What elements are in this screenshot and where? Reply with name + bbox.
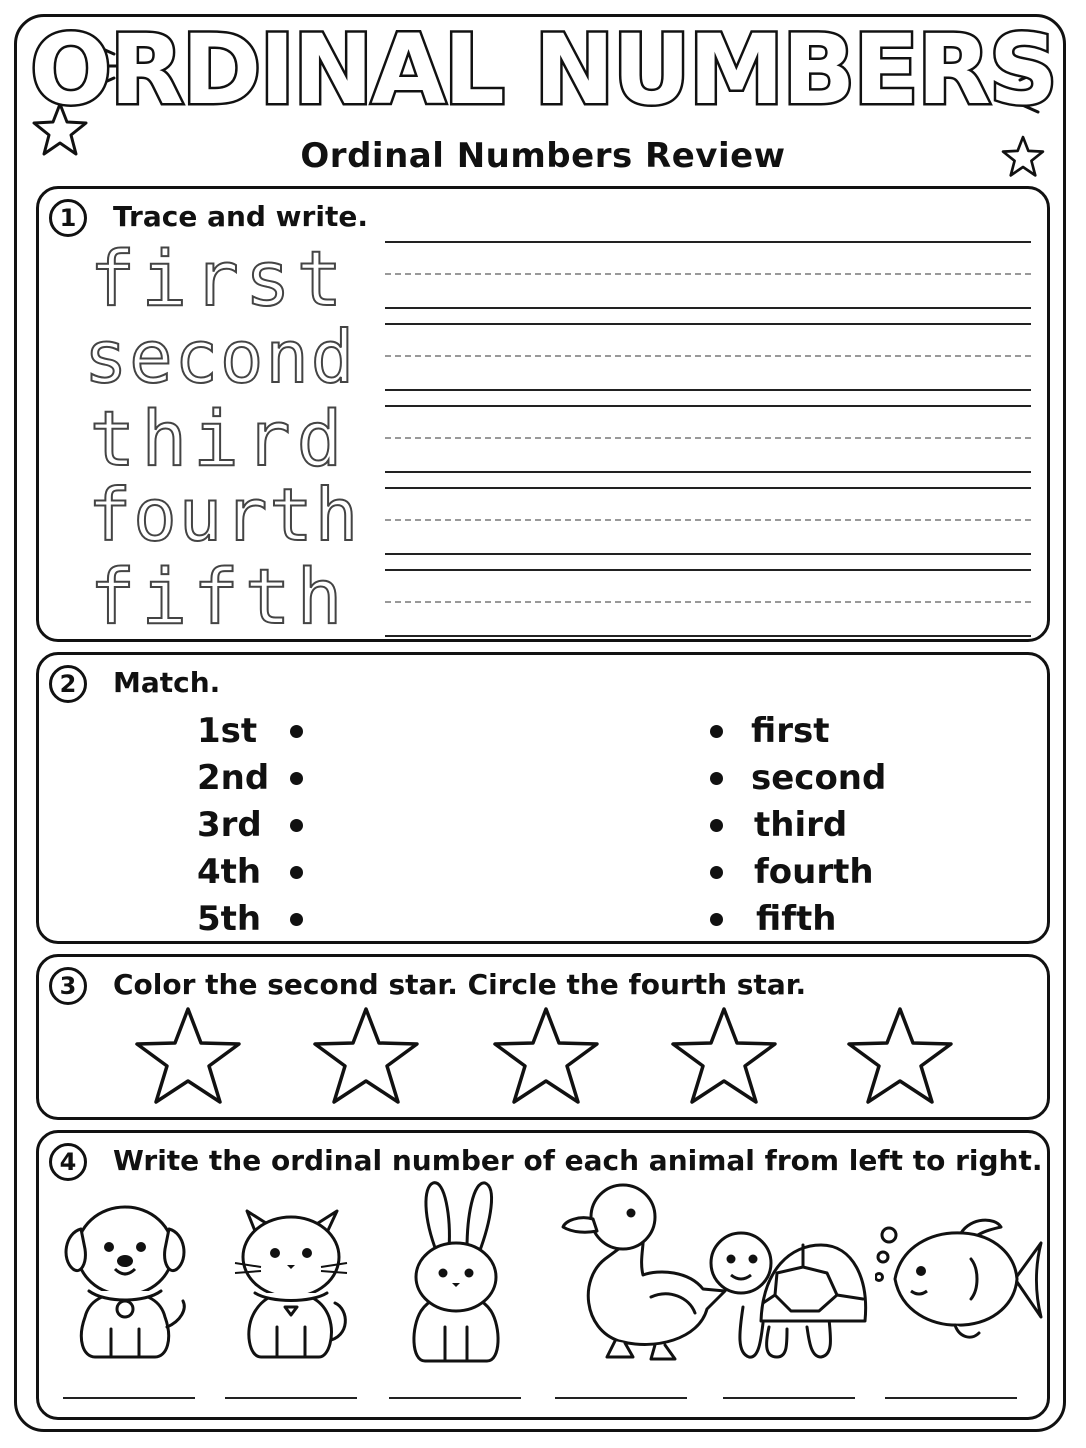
match-left-item: 4th — [197, 852, 262, 892]
answer-line[interactable] — [389, 1397, 521, 1399]
match-right-dot[interactable] — [710, 772, 723, 785]
match-left-dot[interactable] — [290, 725, 303, 738]
match-left-dot[interactable] — [290, 772, 303, 785]
match-right-dot[interactable] — [710, 819, 723, 832]
match-right-item: second — [751, 758, 887, 798]
writing-lines[interactable] — [385, 239, 1031, 639]
answer-line[interactable] — [225, 1397, 357, 1399]
section-instruction: Color the second star. Circle the fourth star. — [113, 968, 807, 1001]
trace-word: fourth — [87, 473, 361, 557]
match-right-dot[interactable] — [710, 866, 723, 879]
section-number: 3 — [49, 967, 87, 1005]
match-left-dot[interactable] — [290, 819, 303, 832]
trace-word: first — [89, 234, 349, 323]
match-left-item: 3rd — [197, 805, 262, 845]
star-icon[interactable] — [845, 1005, 955, 1105]
rabbit-icon — [401, 1177, 511, 1367]
section-number: 2 — [49, 665, 87, 703]
match-left-item: 1st — [197, 711, 258, 751]
match-right-dot[interactable] — [710, 725, 723, 738]
star-icon[interactable] — [491, 1005, 601, 1105]
answer-line[interactable] — [555, 1397, 687, 1399]
star-icon[interactable] — [669, 1005, 779, 1105]
match-right-dot[interactable] — [710, 913, 723, 926]
match-left-item: 2nd — [197, 758, 270, 798]
dog-icon — [55, 1189, 195, 1365]
section-number: 1 — [49, 199, 87, 237]
section-number: 4 — [49, 1143, 87, 1181]
section-trace-and-write — [36, 186, 1050, 642]
match-right-item: first — [751, 711, 830, 751]
match-right-item: third — [754, 805, 848, 845]
match-left-dot[interactable] — [290, 913, 303, 926]
section-instruction: Write the ordinal number of each animal from left to right. — [113, 1144, 1043, 1177]
turtle-icon — [703, 1223, 873, 1365]
star-icon[interactable] — [133, 1005, 243, 1105]
match-left-item: 5th — [197, 899, 262, 939]
star-icon[interactable] — [311, 1005, 421, 1105]
section-stars — [36, 954, 1050, 1120]
section-animals — [36, 1130, 1050, 1420]
cat-icon — [225, 1191, 359, 1365]
answer-line[interactable] — [63, 1397, 195, 1399]
section-match — [36, 652, 1050, 944]
page-subtitle: Ordinal Numbers Review — [300, 136, 786, 176]
match-right-item: fifth — [756, 899, 837, 939]
match-left-dot[interactable] — [290, 866, 303, 879]
trace-word: third — [89, 394, 349, 483]
fish-icon — [875, 1213, 1045, 1343]
answer-line[interactable] — [723, 1397, 855, 1399]
trace-word: second — [83, 315, 357, 399]
trace-word: fifth — [89, 552, 349, 641]
match-right-item: fourth — [754, 852, 874, 892]
answer-line[interactable] — [885, 1397, 1017, 1399]
page-title: ORDINAL NUMBERS — [30, 14, 1056, 126]
section-instruction: Trace and write. — [113, 200, 368, 233]
section-instruction: Match. — [113, 666, 221, 699]
